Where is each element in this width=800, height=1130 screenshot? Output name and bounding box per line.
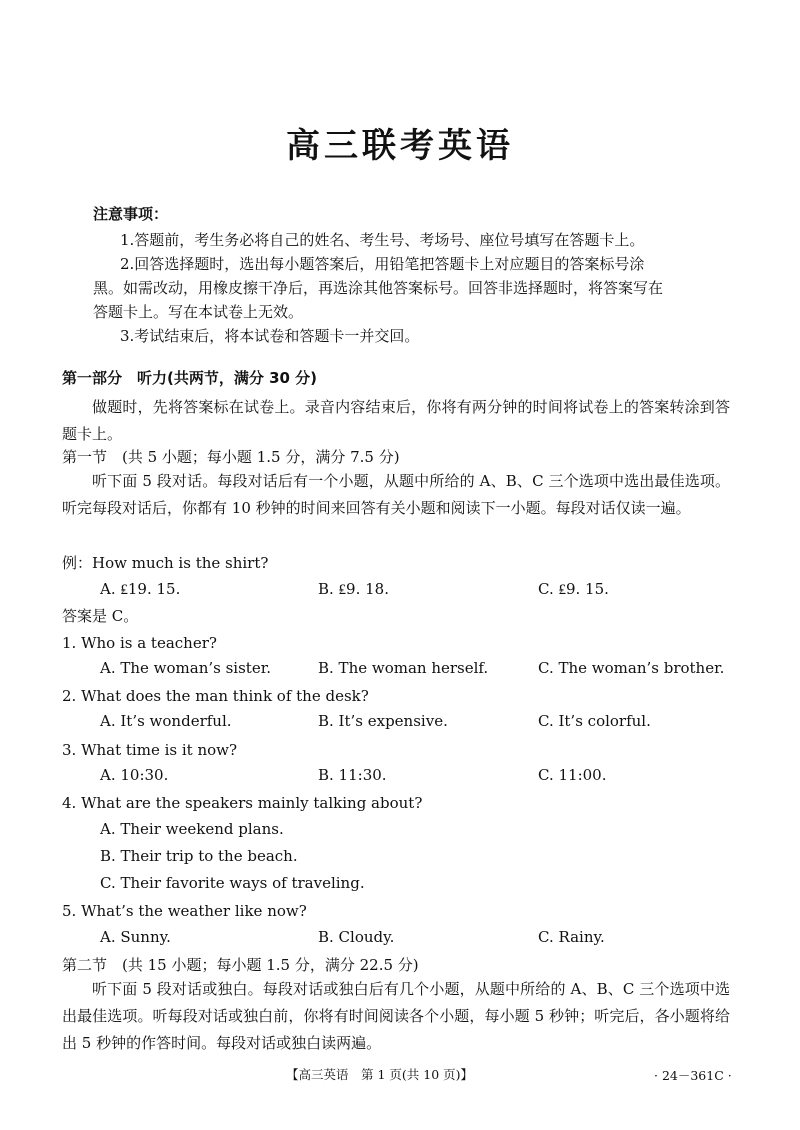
document-code: · 24－361C · (654, 1068, 732, 1083)
notice-item-2-cont: 黑。如需改动，用橡皮擦干净后，再选涂其他答案标号。回答非选择题时，将答案写在 (93, 279, 664, 297)
question-1: 1. Who is a teacher? (62, 634, 217, 652)
question-5: 5. What’s the weather like now? (62, 902, 307, 920)
example-question: 例：How much is the shirt? (62, 554, 269, 572)
notice-item-1: 1.答题前，考生务必将自己的姓名、考生号、考场号、座位号填写在答题卡上。 (120, 231, 645, 249)
example-option-a: A. ₤19. 15. (100, 580, 181, 598)
section2-heading: 第二节 (共 15 小题；每小题 1.5 分，满分 22.5 分) (62, 956, 419, 974)
q4-option-a: A. Their weekend plans. (100, 820, 284, 838)
part1-intro: 做题时，先将答案标在试卷上。录音内容结束后，你将有两分钟的时间将试卷上的答案转涂到答题卡上。 (62, 398, 730, 443)
example-option-b: B. ₤9. 18. (318, 580, 389, 598)
q1-option-a: A. The woman’s sister. (100, 659, 271, 677)
q3-option-c: C. 11:00. (538, 766, 607, 784)
example-answer: 答案是 C。 (62, 607, 139, 625)
notice-heading: 注意事项： (93, 205, 169, 223)
q3-option-b: B. 11:30. (318, 766, 387, 784)
q2-option-b: B. It’s expensive. (318, 712, 448, 730)
q4-option-b: B. Their trip to the beach. (100, 847, 298, 865)
q5-option-a: A. Sunny. (100, 928, 171, 946)
question-4: 4. What are the speakers mainly talking about? (62, 794, 423, 812)
example-option-c: C. ₤9. 15. (538, 580, 609, 598)
q5-option-c: C. Rainy. (538, 928, 605, 946)
question-3: 3. What time is it now? (62, 741, 238, 759)
notice-item-2: 2.回答选择题时，选出每小题答案后，用铅笔把答题卡上对应题目的答案标号涂 (120, 255, 645, 273)
section2-instruction: 听下面 5 段对话或独白。每段对话或独白后有几个小题，从题中所给的 A、B、C 三个选项中选出最佳选项。听每段对话或独白前，你将有时间阅读各个小题，每小题 5 秒钟；听完后，各小题将给出 5 秒钟的作答时间。每段对话或独白读两遍。 (62, 980, 730, 1052)
page-footer: 【高三英语 第 1 页(共 10 页)】 (286, 1067, 474, 1082)
q2-option-c: C. It’s colorful. (538, 712, 651, 730)
q1-option-b: B. The woman herself. (318, 659, 489, 677)
q4-option-c: C. Their favorite ways of traveling. (100, 874, 365, 892)
part1-heading: 第一部分 听力(共两节，满分 30 分) (62, 369, 318, 387)
page-title: 高三联考英语 (286, 126, 514, 166)
q2-option-a: A. It’s wonderful. (100, 712, 232, 730)
section1-instruction: 听下面 5 段对话。每段对话后有一个小题，从题中所给的 A、B、C 三个选项中选出最佳选项。听完每段对话后，你都有 10 秒钟的时间来回答有关小题和阅读下一小题。每段对话仅读一遍。 (62, 472, 730, 517)
notice-item-2-cont2: 答题卡上。写在本试卷上无效。 (93, 303, 304, 321)
section1-heading: 第一节 (共 5 小题；每小题 1.5 分，满分 7.5 分) (62, 448, 400, 466)
question-2: 2. What does the man think of the desk? (62, 687, 369, 705)
q1-option-c: C. The woman’s brother. (538, 659, 725, 677)
q5-option-b: B. Cloudy. (318, 928, 395, 946)
q3-option-a: A. 10:30. (100, 766, 169, 784)
notice-item-3: 3.考试结束后，将本试卷和答题卡一并交回。 (120, 327, 420, 345)
